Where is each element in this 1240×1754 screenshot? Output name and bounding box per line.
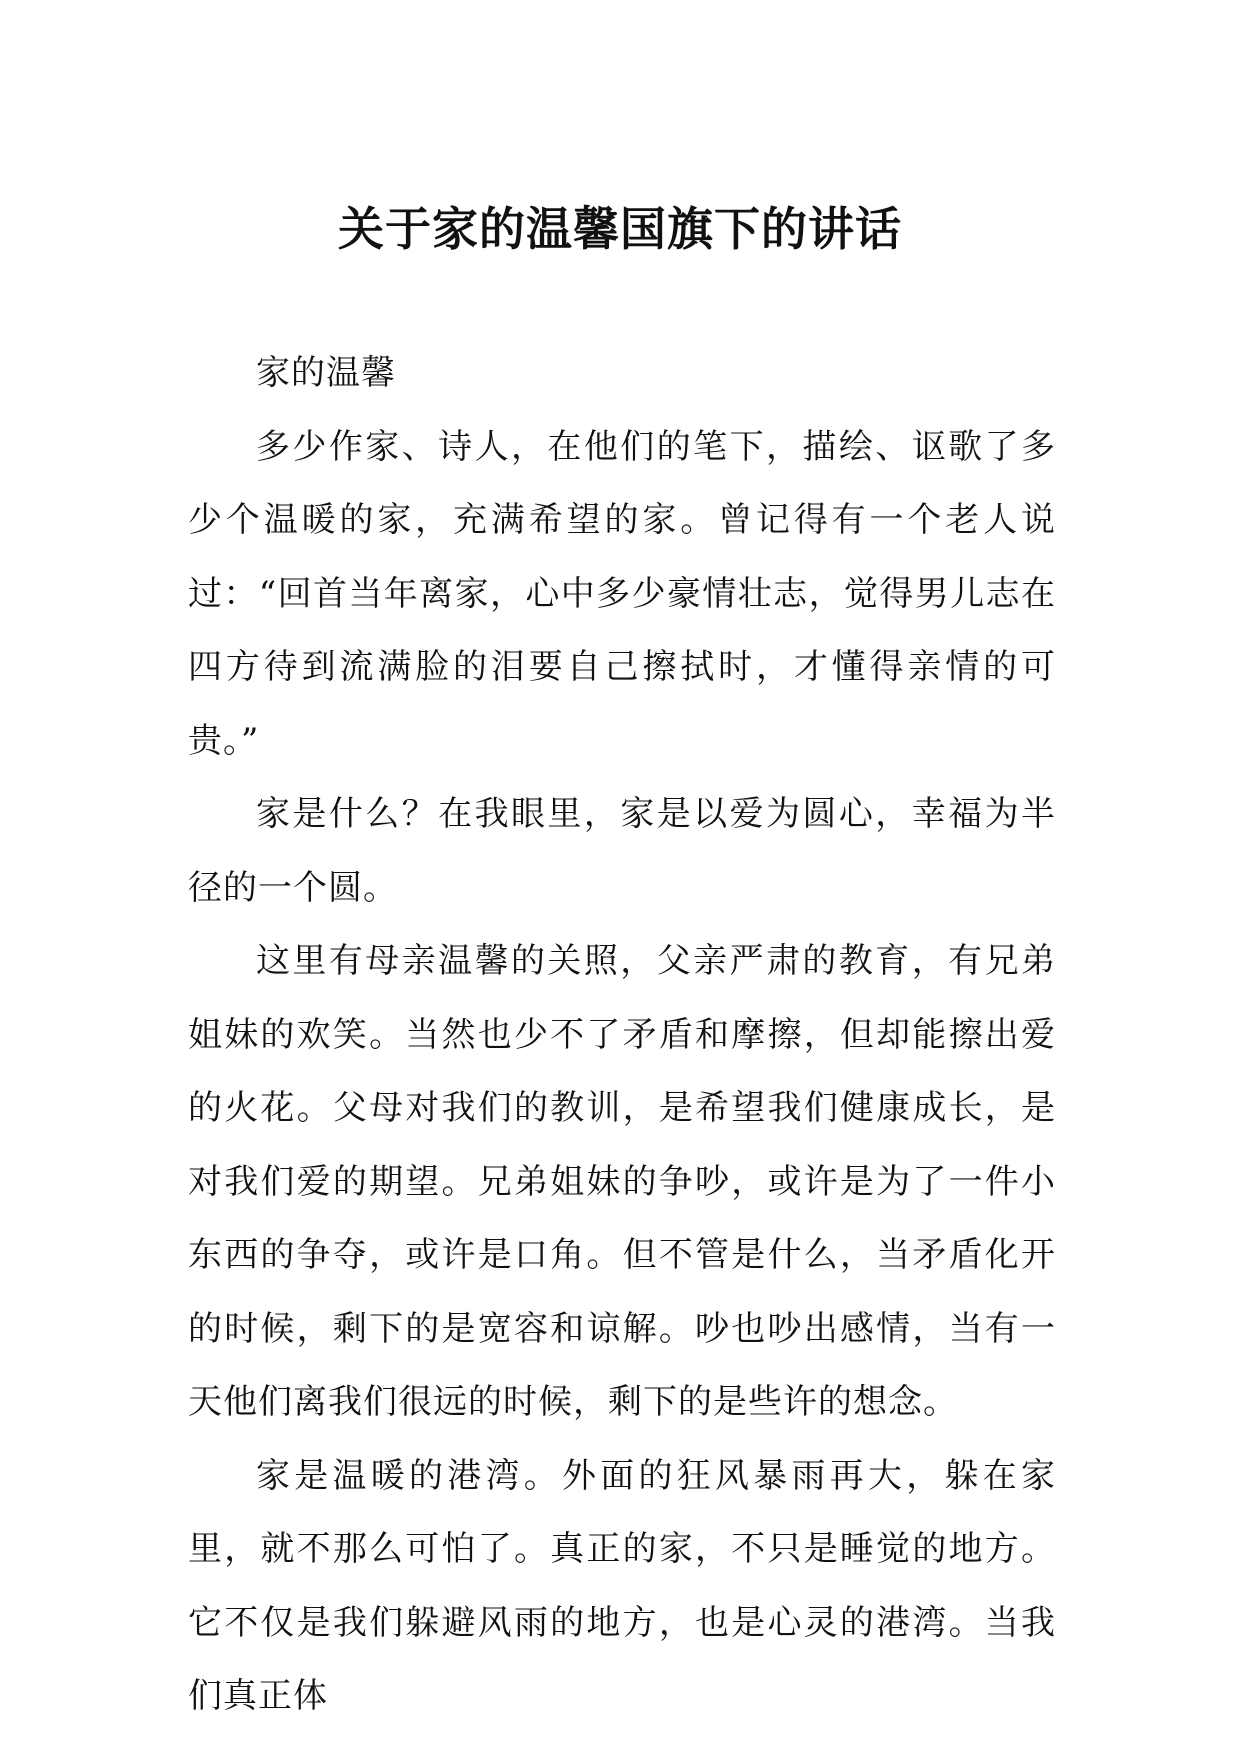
document-title: 关于家的温馨国旗下的讲话 [338,201,902,256]
paragraph-subheading: 家的温馨 [256,353,396,393]
paragraph-writers-quote: 多少作家、诗人，在他们的笔下，描绘、讴歌了多少个温暖的家，充满希望的家。曾记得有一个老人说过：“回首当年离家，心中多少豪情壮志，觉得男儿志在四方待到流满脸的泪要自己擦拭时，才懂得亲情的可贵。” [188,426,1056,761]
paragraph-what-is-home: 家是什么？在我眼里，家是以爱为圆心，幸福为半径的一个圆。 [188,794,1056,908]
paragraph-warm-harbor: 家是温暖的港湾。外面的狂风暴雨再大，躲在家里，就不那么可怕了。真正的家，不只是睡觉的地方。它不仅是我们躲避风雨的地方，也是心灵的港湾。当我们真正体 [188,1455,1056,1716]
document-body [188,337,1056,1734]
paragraph-family-life: 这里有母亲温馨的关照，父亲严肃的教育，有兄弟姐妹的欢笑。当然也少不了矛盾和摩擦，但却能擦出爱的火花。父母对我们的教训，是希望我们健康成长，是对我们爱的期望。兄弟姐妹的争吵，或许是为了一件小东西的争夺，或许是口角。但不管是什么，当矛盾化开的时候，剩下的是宽容和谅解。吵也吵出感情，当有一天他们离我们很远的时候，剩下的是些许的想念。 [188,941,1056,1422]
